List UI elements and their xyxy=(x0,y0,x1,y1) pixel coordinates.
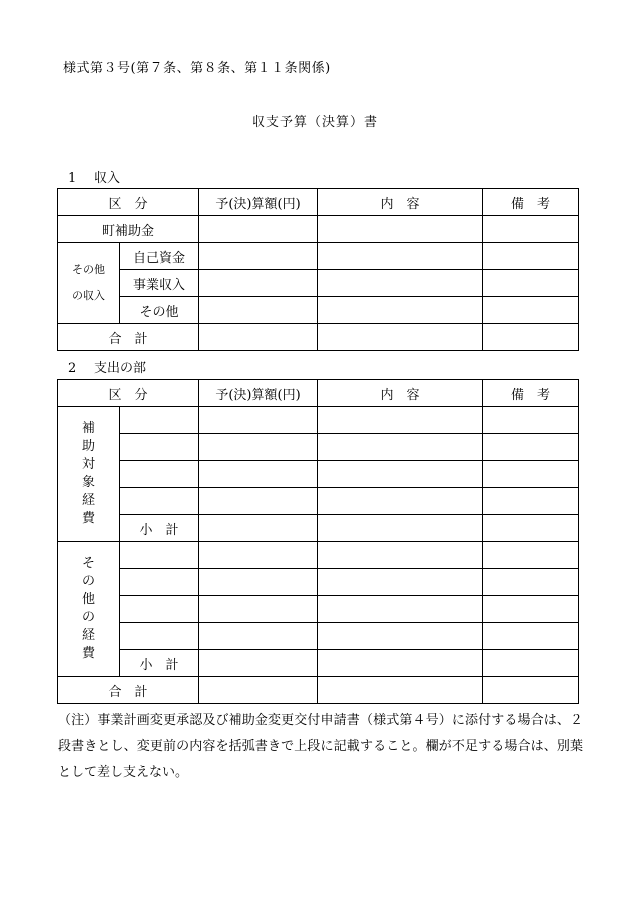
table-row xyxy=(58,515,579,542)
content-cell[interactable] xyxy=(318,243,483,270)
item-cell[interactable] xyxy=(120,407,199,434)
table-row xyxy=(58,270,579,297)
amount-cell[interactable] xyxy=(199,243,318,270)
row-label-total: 合 計 xyxy=(58,324,199,351)
section-number: 1 xyxy=(68,171,77,186)
table-row xyxy=(58,488,579,515)
remarks-cell[interactable] xyxy=(483,461,579,488)
amount-cell[interactable] xyxy=(199,270,318,297)
remarks-cell[interactable] xyxy=(483,569,579,596)
remarks-cell[interactable] xyxy=(483,596,579,623)
amount-cell[interactable] xyxy=(199,434,318,461)
group-label-line: その他 xyxy=(72,263,105,276)
expense-table xyxy=(57,379,579,704)
form-number: 様式第３号(第７条、第８条、第１１条関係) xyxy=(63,61,331,76)
group-char: 費 xyxy=(81,646,95,661)
content-cell[interactable] xyxy=(318,270,483,297)
section-number: 2 xyxy=(68,361,77,376)
content-cell[interactable] xyxy=(318,569,483,596)
content-cell[interactable] xyxy=(318,461,483,488)
remarks-cell[interactable] xyxy=(483,243,579,270)
table-row xyxy=(58,243,579,270)
group-char: 助 xyxy=(81,439,95,454)
col-amount: 予(決)算額(円) xyxy=(199,380,318,407)
row-label-own-funds: 自己資金 xyxy=(120,243,199,270)
amount-cell[interactable] xyxy=(199,407,318,434)
row-label-total: 合 計 xyxy=(58,677,199,704)
remarks-cell[interactable] xyxy=(483,297,579,324)
table-header-row xyxy=(58,380,579,407)
income-table xyxy=(57,188,579,351)
table-row xyxy=(58,542,579,569)
group-char: そ xyxy=(81,556,95,571)
content-cell[interactable] xyxy=(318,623,483,650)
item-cell[interactable] xyxy=(120,434,199,461)
table-row xyxy=(58,297,579,324)
group-char: の xyxy=(81,574,95,589)
row-group-subsidy-expenses xyxy=(58,407,120,542)
group-char: 他 xyxy=(81,592,95,607)
table-row xyxy=(58,407,579,434)
table-row xyxy=(58,623,579,650)
footnote: （注）事業計画変更承認及び補助金変更交付申請書（様式第４号）に添付する場合は、２段書きとし、変更前の内容を括弧書きで上段に記載すること。欄が不足する場合は、別葉として差し支えない。 xyxy=(58,713,583,780)
item-cell[interactable] xyxy=(120,569,199,596)
item-cell[interactable] xyxy=(120,488,199,515)
amount-cell[interactable] xyxy=(199,569,318,596)
amount-cell[interactable] xyxy=(199,461,318,488)
content-cell[interactable] xyxy=(318,297,483,324)
page-title: 収支予算（決算）書 xyxy=(251,115,378,130)
remarks-cell[interactable] xyxy=(483,677,579,704)
amount-cell[interactable] xyxy=(199,596,318,623)
content-cell[interactable] xyxy=(318,216,483,243)
remarks-cell[interactable] xyxy=(483,488,579,515)
item-cell[interactable] xyxy=(120,542,199,569)
remarks-cell[interactable] xyxy=(483,515,579,542)
group-char: 費 xyxy=(81,511,95,526)
remarks-cell[interactable] xyxy=(483,650,579,677)
content-cell[interactable] xyxy=(318,488,483,515)
content-cell[interactable] xyxy=(318,434,483,461)
row-label-business-income: 事業収入 xyxy=(120,270,199,297)
row-label-subsidy: 町補助金 xyxy=(58,216,199,243)
content-cell[interactable] xyxy=(318,542,483,569)
row-label-other: その他 xyxy=(120,297,199,324)
amount-cell[interactable] xyxy=(199,297,318,324)
section-expense-heading xyxy=(68,357,146,376)
item-cell[interactable] xyxy=(120,596,199,623)
row-group-other-income xyxy=(58,243,120,324)
remarks-cell[interactable] xyxy=(483,542,579,569)
table-row xyxy=(58,461,579,488)
remarks-cell[interactable] xyxy=(483,407,579,434)
amount-cell[interactable] xyxy=(199,515,318,542)
content-cell[interactable] xyxy=(318,407,483,434)
section-income-heading xyxy=(68,167,120,186)
content-cell[interactable] xyxy=(318,324,483,351)
col-remarks: 備 考 xyxy=(483,189,579,216)
item-cell[interactable] xyxy=(120,461,199,488)
col-content: 内 容 xyxy=(318,189,483,216)
remarks-cell[interactable] xyxy=(483,434,579,461)
group-char: 象 xyxy=(81,475,95,490)
group-char: 経 xyxy=(81,493,95,508)
table-row xyxy=(58,650,579,677)
col-remarks: 備 考 xyxy=(483,380,579,407)
amount-cell[interactable] xyxy=(199,542,318,569)
group-char: 対 xyxy=(81,457,95,472)
content-cell[interactable] xyxy=(318,596,483,623)
amount-cell[interactable] xyxy=(199,216,318,243)
table-row xyxy=(58,677,579,704)
table-row xyxy=(58,324,579,351)
amount-cell[interactable] xyxy=(199,488,318,515)
item-cell[interactable] xyxy=(120,623,199,650)
amount-cell[interactable] xyxy=(199,324,318,351)
remarks-cell[interactable] xyxy=(483,623,579,650)
content-cell[interactable] xyxy=(318,677,483,704)
content-cell[interactable] xyxy=(318,650,483,677)
section-label: 支出の部 xyxy=(94,361,147,376)
row-label-subtotal: 小 計 xyxy=(120,650,199,677)
col-amount: 予(決)算額(円) xyxy=(199,189,318,216)
amount-cell[interactable] xyxy=(199,623,318,650)
group-char: 経 xyxy=(81,628,95,643)
remarks-cell[interactable] xyxy=(483,270,579,297)
table-row xyxy=(58,434,579,461)
table-row xyxy=(58,569,579,596)
row-label-subtotal: 小 計 xyxy=(120,515,199,542)
row-group-other-expenses xyxy=(58,542,120,677)
group-char: 補 xyxy=(81,421,95,436)
amount-cell[interactable] xyxy=(199,650,318,677)
group-char: の xyxy=(81,610,95,625)
remarks-cell[interactable] xyxy=(483,324,579,351)
col-kubun: 区 分 xyxy=(58,380,199,407)
table-header-row xyxy=(58,189,579,216)
section-label: 収入 xyxy=(94,171,121,186)
amount-cell[interactable] xyxy=(199,677,318,704)
content-cell[interactable] xyxy=(318,515,483,542)
remarks-cell[interactable] xyxy=(483,216,579,243)
group-label-line: の収入 xyxy=(72,289,105,302)
col-content: 内 容 xyxy=(318,380,483,407)
table-row xyxy=(58,216,579,243)
col-kubun: 区 分 xyxy=(58,189,199,216)
table-row xyxy=(58,596,579,623)
